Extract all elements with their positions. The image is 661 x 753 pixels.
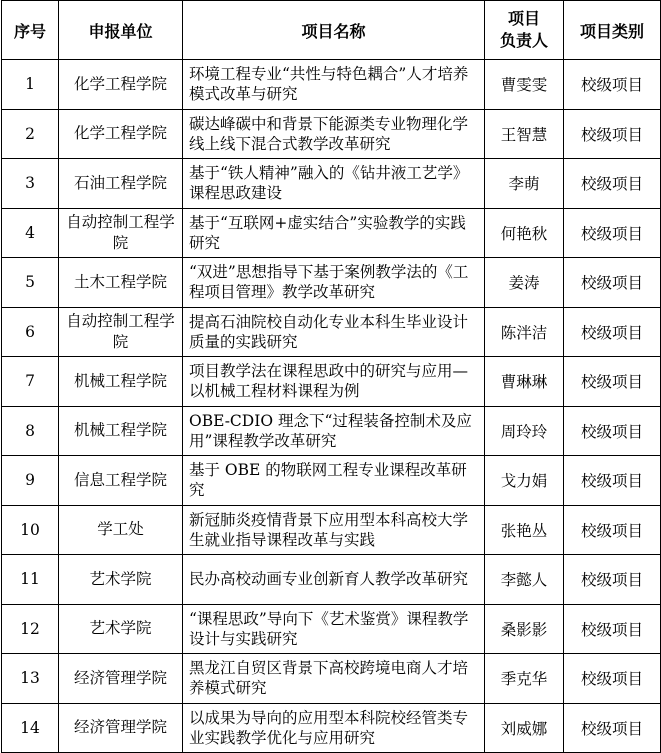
row-no: 10 <box>2 505 59 555</box>
row-category: 校级项目 <box>564 60 661 110</box>
row-unit: 化学工程学院 <box>59 60 183 110</box>
row-category: 校级项目 <box>564 703 661 753</box>
row-project-name: 项目教学法在课程思政中的研究与应用—以机械工程材料课程为例 <box>183 357 485 407</box>
header-leader-text: 项目 负责人 <box>499 9 548 50</box>
row-project-name: 以成果为导向的应用型本科院校经管类专业实践教学优化与应用研究 <box>183 703 485 753</box>
row-category: 校级项目 <box>564 555 661 605</box>
row-project-name: “课程思政”导向下《艺术鉴赏》课程教学设计与实践研究 <box>183 604 485 654</box>
row-unit: 经济管理学院 <box>59 703 183 753</box>
table-body <box>2 60 661 753</box>
table-row <box>2 159 661 209</box>
row-no: 3 <box>2 159 59 209</box>
row-unit: 艺术学院 <box>59 555 183 605</box>
row-unit: 信息工程学院 <box>59 456 183 506</box>
table-row <box>2 258 661 308</box>
row-no: 9 <box>2 456 59 506</box>
row-no: 7 <box>2 357 59 407</box>
row-leader: 李萌 <box>485 159 564 209</box>
table-row <box>2 109 661 159</box>
row-project-name: 基于“铁人精神”融入的《钻井液工艺学》课程思政建设 <box>183 159 485 209</box>
row-category: 校级项目 <box>564 258 661 308</box>
row-project-name: 新冠肺炎疫情背景下应用型本科高校大学生就业指导课程改革与实践 <box>183 505 485 555</box>
row-no: 11 <box>2 555 59 605</box>
row-leader: 曹雯雯 <box>485 60 564 110</box>
row-leader: 周玲玲 <box>485 406 564 456</box>
row-category: 校级项目 <box>564 307 661 357</box>
row-project-name: “双进”思想指导下基于案例教学法的《工程项目管理》教学改革研究 <box>183 258 485 308</box>
row-unit: 土木工程学院 <box>59 258 183 308</box>
row-project-name: 民办高校动画专业创新育人教学改革研究 <box>183 555 485 605</box>
row-no: 5 <box>2 258 59 308</box>
row-category: 校级项目 <box>564 357 661 407</box>
row-category: 校级项目 <box>564 406 661 456</box>
row-leader: 陈泮洁 <box>485 307 564 357</box>
row-leader: 李懿人 <box>485 555 564 605</box>
header-row <box>2 1 661 60</box>
row-no: 4 <box>2 208 59 258</box>
header-no: 序号 <box>2 1 59 60</box>
row-no: 13 <box>2 654 59 704</box>
table-row <box>2 654 661 704</box>
table-row <box>2 357 661 407</box>
row-no: 1 <box>2 60 59 110</box>
row-project-name: 提高石油院校自动化专业本科生毕业设计质量的实践研究 <box>183 307 485 357</box>
row-project-name: 碳达峰碳中和背景下能源类专业物理化学线上线下混合式教学改革研究 <box>183 109 485 159</box>
table-row <box>2 555 661 605</box>
row-unit: 艺术学院 <box>59 604 183 654</box>
row-category: 校级项目 <box>564 654 661 704</box>
row-leader: 何艳秋 <box>485 208 564 258</box>
row-leader: 张艳丛 <box>485 505 564 555</box>
project-table <box>1 0 661 753</box>
row-category: 校级项目 <box>564 159 661 209</box>
row-category: 校级项目 <box>564 505 661 555</box>
table-row <box>2 208 661 258</box>
row-leader: 曹琳琳 <box>485 357 564 407</box>
row-no: 6 <box>2 307 59 357</box>
row-category: 校级项目 <box>564 604 661 654</box>
table-row <box>2 604 661 654</box>
row-unit: 石油工程学院 <box>59 159 183 209</box>
row-leader: 季克华 <box>485 654 564 704</box>
row-unit: 经济管理学院 <box>59 654 183 704</box>
row-category: 校级项目 <box>564 208 661 258</box>
table-row <box>2 406 661 456</box>
header-category: 项目类别 <box>564 1 661 60</box>
row-project-name: 环境工程专业“共性与特色耦合”人才培养模式改革与研究 <box>183 60 485 110</box>
row-leader: 戈力娟 <box>485 456 564 506</box>
row-leader: 桑影影 <box>485 604 564 654</box>
row-unit: 学工处 <box>59 505 183 555</box>
row-category: 校级项目 <box>564 109 661 159</box>
row-no: 8 <box>2 406 59 456</box>
table-row <box>2 456 661 506</box>
row-leader: 刘威娜 <box>485 703 564 753</box>
row-unit: 自动控制工程学院 <box>59 307 183 357</box>
row-project-name: 黑龙江自贸区背景下高校跨境电商人才培养模式研究 <box>183 654 485 704</box>
table-row <box>2 505 661 555</box>
table-row <box>2 307 661 357</box>
row-unit: 机械工程学院 <box>59 357 183 407</box>
row-leader: 姜涛 <box>485 258 564 308</box>
row-unit: 自动控制工程学院 <box>59 208 183 258</box>
row-unit: 化学工程学院 <box>59 109 183 159</box>
row-leader: 王智慧 <box>485 109 564 159</box>
row-project-name: 基于“互联网+虚实结合”实验教学的实践研究 <box>183 208 485 258</box>
table-row <box>2 703 661 753</box>
row-no: 12 <box>2 604 59 654</box>
row-no: 14 <box>2 703 59 753</box>
table-row <box>2 60 661 110</box>
row-no: 2 <box>2 109 59 159</box>
header-name: 项目名称 <box>183 1 485 60</box>
header-unit: 申报单位 <box>59 1 183 60</box>
row-project-name: 基于 OBE 的物联网工程专业课程改革研究 <box>183 456 485 506</box>
header-leader <box>485 1 564 60</box>
table-header <box>2 1 661 60</box>
row-project-name: OBE-CDIO 理念下“过程装备控制术及应用”课程教学改革研究 <box>183 406 485 456</box>
row-category: 校级项目 <box>564 456 661 506</box>
row-unit: 机械工程学院 <box>59 406 183 456</box>
